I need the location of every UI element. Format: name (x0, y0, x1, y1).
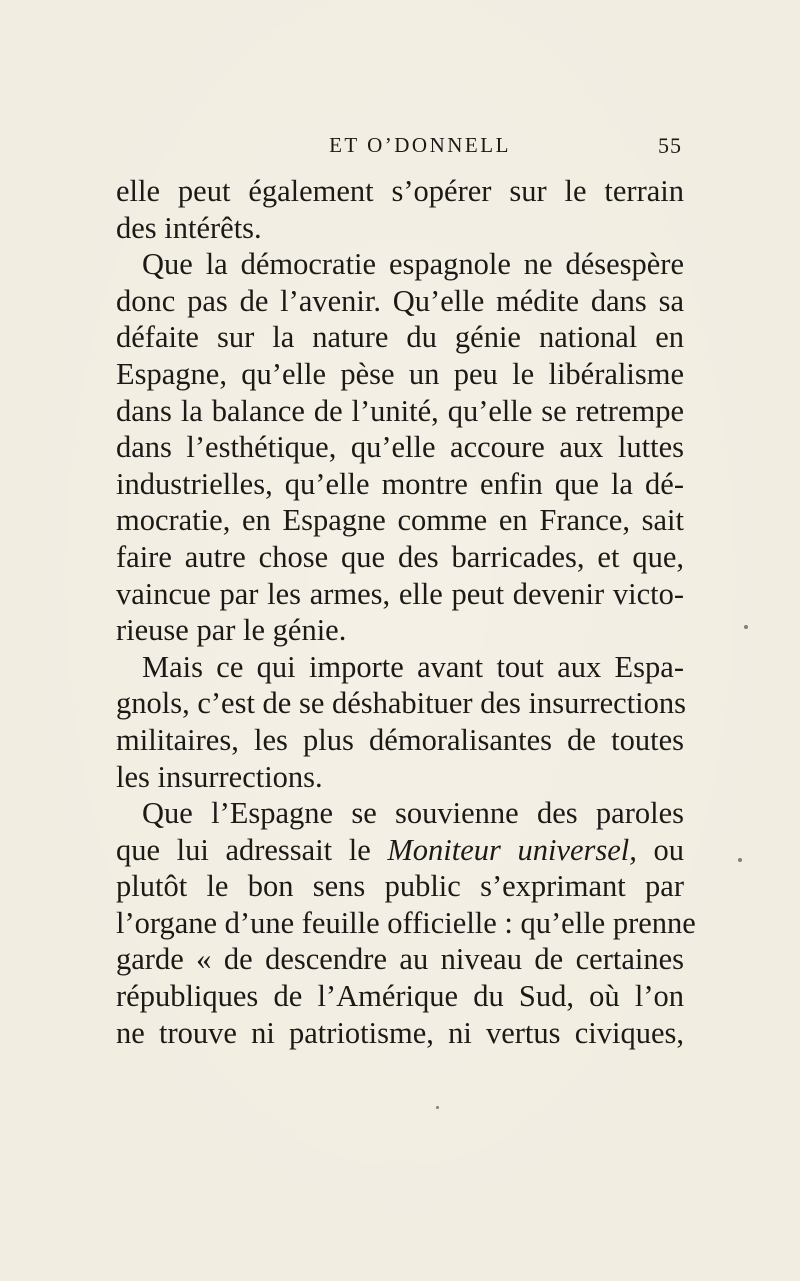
text-line: garde « de descendre au niveau de certaines (116, 942, 684, 977)
italic-title: Moniteur universel, (387, 832, 637, 867)
text-line: Espagne, qu’elle pèse un peu le libéralisme (116, 356, 684, 391)
text-line: dans la balance de l’unité, qu’elle se retrempe (116, 393, 684, 428)
text-line: dans l’esthétique, qu’elle accoure aux luttes (116, 430, 684, 465)
text-line: gnols, c’est de se déshabituer des insurrections (116, 686, 687, 721)
text-line: Mais ce qui importe avant tout aux Espa- (142, 649, 684, 684)
text-line: faire autre chose que des barricades, et que, (116, 539, 684, 574)
paper-speck (744, 625, 748, 629)
running-head: ET O’DONNELL (329, 133, 511, 157)
text-line: mocratie, en Espagne comme en France, sait (116, 503, 684, 538)
paper-speck (436, 1106, 439, 1109)
text-line: les insurrections. (116, 759, 323, 794)
page-number: 55 (658, 133, 682, 158)
text-line: militaires, les plus démoralisantes de toutes (116, 722, 684, 757)
text-line: ne trouve ni patriotisme, ni vertus civiques, (116, 1015, 684, 1050)
page-header (0, 133, 800, 163)
text-line: Que la démocratie espagnole ne désespère (142, 247, 684, 282)
text-line: elle peut également s’opérer sur le terrain (116, 174, 684, 208)
text-run: que lui adressait le (116, 832, 388, 867)
text-line: donc pas de l’avenir. Qu’elle médite dans sa (116, 283, 684, 318)
text-line: l’organe d’une feuille officielle : qu’elle prenne (116, 905, 696, 940)
text-line: des intérêts. (116, 210, 262, 245)
text-line: vaincue par les armes, elle peut devenir victo- (116, 576, 684, 611)
text-line: rieuse par le génie. (116, 613, 347, 648)
text-line: plutôt le bon sens public s’exprimant par (116, 869, 684, 904)
body-text (116, 173, 696, 1051)
paper-speck (738, 858, 742, 862)
text-line (116, 832, 684, 869)
text-run: ou (636, 832, 685, 867)
text-line: industrielles, qu’elle montre enfin que la dé- (116, 466, 684, 501)
text-line: défaite sur la nature du génie national en (116, 320, 684, 355)
text-line: Que l’Espagne se souvienne des paroles (142, 796, 684, 831)
text-line: républiques de l’Amérique du Sud, où l’on (116, 979, 684, 1014)
